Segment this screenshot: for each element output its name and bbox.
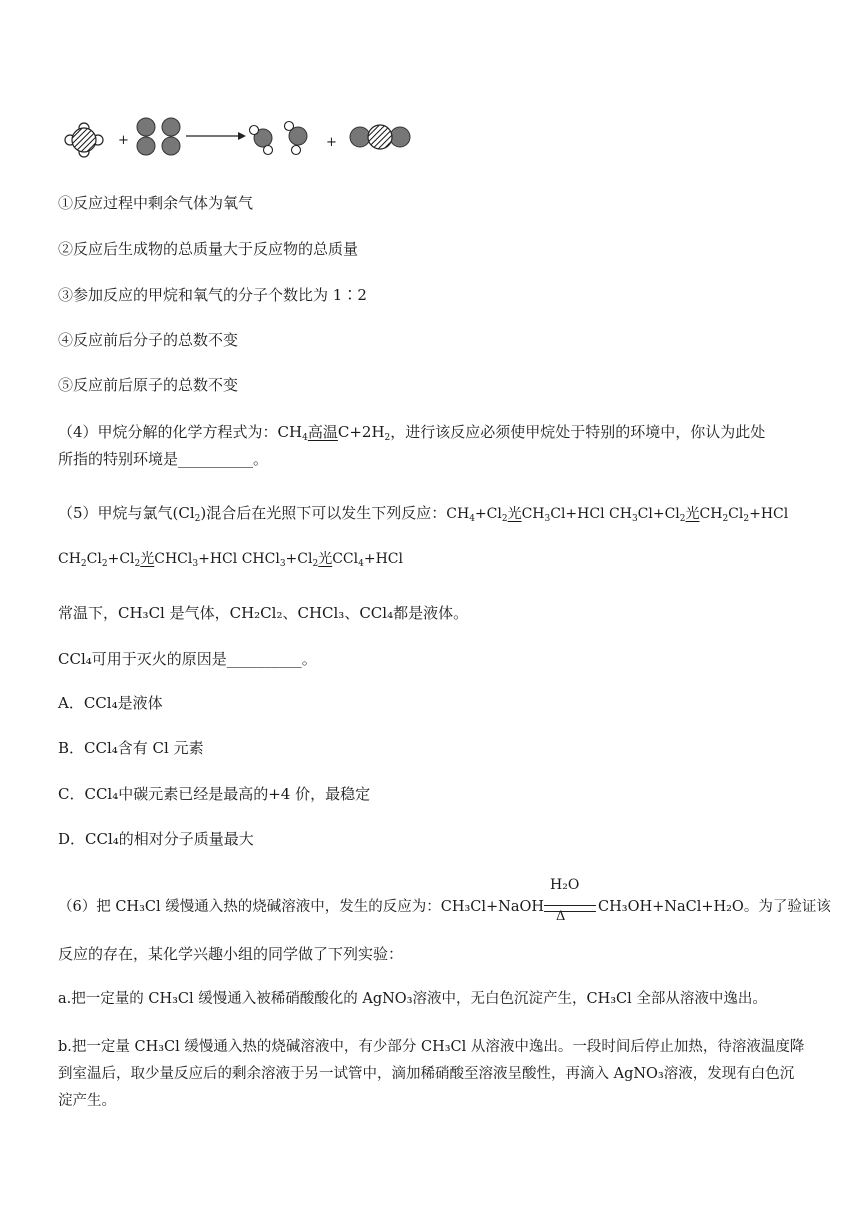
plus-sign-2: +	[326, 135, 337, 150]
q5-line-1: （5）甲烷与氯气$(Cl_2)$混合后在光照下可以发生下列反应：$CH_4+Cl_2$光$CH_3Cl+HCl$ $CH_3Cl+Cl_2$光$CH_2Cl_2+HCl$	[58, 504, 789, 524]
water-molecule-2	[285, 122, 308, 155]
q4-line-2: 所指的特别环境是__________。	[58, 450, 269, 468]
option-2: ②反应后生成物的总质量大于反应物的总质量	[58, 240, 359, 258]
choice-a: A．CCl₄是液体	[58, 694, 163, 712]
light-condition-3: 光	[140, 551, 155, 567]
oxygen-molecules	[137, 118, 180, 155]
reaction-condition-high-temp: 高温	[307, 423, 338, 441]
choice-b: B．CCl₄含有 Cl 元素	[58, 739, 204, 757]
choice-c: C．CCl₄中碳元素已经是最高的+4 价，最稳定	[58, 785, 371, 803]
q4-line-1: （4）甲烷分解的化学方程式为：$CH_4$高温$C+2H_2$，进行该反应必须使甲烷处于特别的环境中，你认为此处	[58, 423, 766, 443]
q5-line-2: $CH_2Cl_2+Cl_2$光CHCl$_3$+HCl $CHCl_3+Cl_2$光CCl$_4$+HCl	[58, 548, 403, 570]
experiment-b: b.把一定量 CH₃Cl 缓慢通入热的烧碱溶液中，有少部分 CH₃Cl 从溶液中逸出。一段时间后停止加热，待溶液温度降到室温后，取少量反应后的剩余溶液于另一试管中，滴加稀硝酸至溶液呈酸性，再滴入 AgNO₃溶液，发现有白色沉淀产生。	[58, 1039, 805, 1109]
q5-line-3: 常温下，CH₃Cl 是气体，CH₂Cl₂、CHCl₃、CCl₄都是液体。	[58, 604, 469, 622]
plus-sign-1: +	[118, 133, 129, 148]
experiment-a: a.把一定量的 CH₃Cl 缓慢通入被稀硝酸酸化的 AgNO₃溶液中，无白色沉淀产生，CH₃Cl 全部从溶液中逸出。	[58, 991, 767, 1007]
option-4: ④反应前后分子的总数不变	[58, 331, 239, 349]
water-molecule-1	[250, 126, 273, 155]
methane-molecule	[65, 123, 103, 157]
light-condition-1: 光	[507, 506, 522, 522]
q6-line-2: 反应的存在，某化学兴趣小组的同学做了下列实验：	[58, 945, 404, 963]
q5-line-4: CCl₄可用于灭火的原因是__________。	[58, 650, 317, 668]
option-1: ①反应过程中剩余气体为氧气	[58, 194, 254, 212]
light-condition-4: 光	[318, 551, 333, 567]
carbon-dioxide-molecule	[350, 125, 410, 149]
q6-line-1: （6）把 CH₃Cl 缓慢通入热的烧碱溶液中，发生的反应为：CH₃Cl+NaOH H₂O Δ CH₃OH+NaCl+H₂O。为了验证该	[58, 877, 831, 924]
choice-d: D．CCl₄的相对分子质量最大	[58, 830, 254, 848]
option-5: ⑤反应前后原子的总数不变	[58, 376, 239, 394]
light-condition-2: 光	[685, 506, 700, 522]
option-3: ③参加反应的甲烷和氧气的分子个数比为 1∶2	[58, 286, 367, 304]
reaction-condition-water-heat: H₂O Δ	[544, 896, 598, 918]
reaction-arrow	[186, 132, 246, 140]
molecule-reaction-diagram	[58, 112, 418, 164]
